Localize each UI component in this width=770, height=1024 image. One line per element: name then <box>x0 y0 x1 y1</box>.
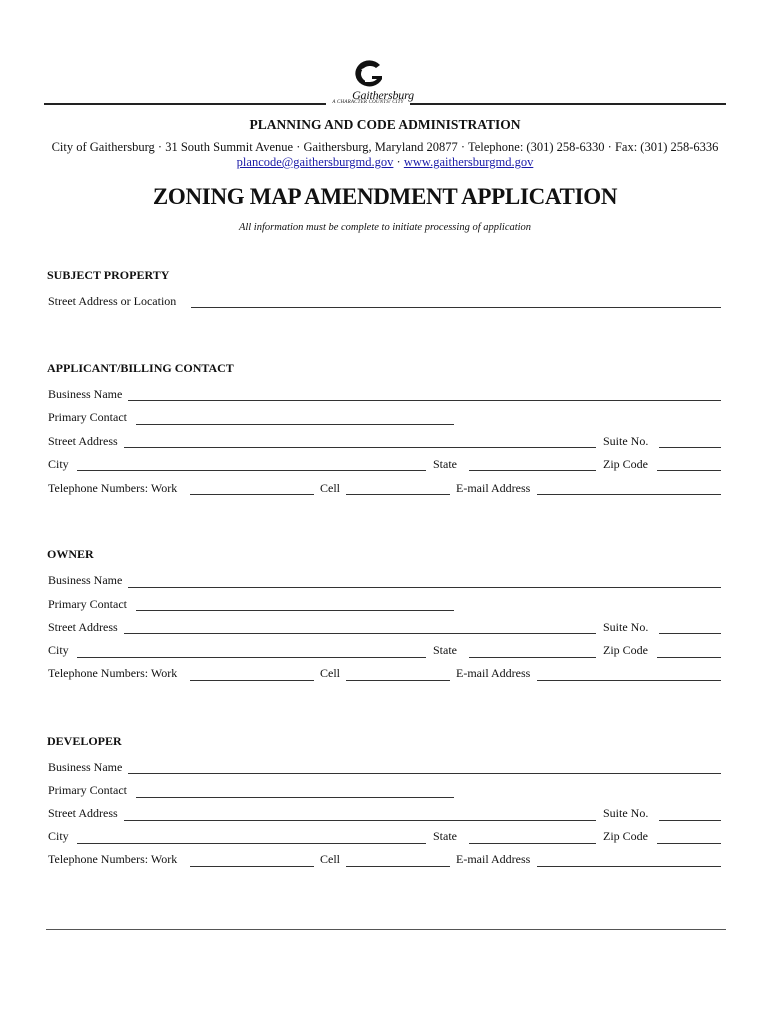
owner-contact-label: Primary Contact <box>48 597 127 611</box>
applicant-work-phone-field[interactable] <box>190 494 314 495</box>
department-title: PLANNING AND CODE ADMINISTRATION <box>249 117 521 132</box>
owner-business-field[interactable] <box>128 587 721 588</box>
developer-business-field[interactable] <box>128 773 721 774</box>
developer-suite-field[interactable] <box>659 820 721 821</box>
developer-cell-field[interactable] <box>346 866 450 867</box>
applicant-state-field[interactable] <box>469 470 596 471</box>
logo-name: Gaithersburg <box>352 88 414 102</box>
applicant-street-field[interactable] <box>124 447 596 448</box>
applicant-street-label: Street Address <box>48 434 118 448</box>
developer-contact-field[interactable] <box>136 797 454 798</box>
owner-email-label: E-mail Address <box>456 666 531 680</box>
applicant-cell-field[interactable] <box>346 494 450 495</box>
developer-state-field[interactable] <box>469 843 596 844</box>
owner-cell-field[interactable] <box>346 680 450 681</box>
developer-city-label: City <box>48 829 69 843</box>
owner-contact-field[interactable] <box>136 610 454 611</box>
applicant-email-label: E-mail Address <box>456 481 531 495</box>
owner-state-field[interactable] <box>469 657 596 658</box>
street-location-label: Street Address or Location <box>48 294 177 308</box>
link-separator: · <box>393 155 404 169</box>
applicant-zip-field[interactable] <box>657 470 721 471</box>
applicant-business-field[interactable] <box>128 400 721 401</box>
developer-contact-label: Primary Contact <box>48 783 127 797</box>
section-heading-developer: DEVELOPER <box>47 734 122 748</box>
section-heading-owner: OWNER <box>47 547 94 561</box>
owner-cell-label: Cell <box>320 666 340 680</box>
developer-suite-label: Suite No. <box>603 806 649 820</box>
applicant-contact-label: Primary Contact <box>48 410 127 424</box>
owner-email-field[interactable] <box>537 680 721 681</box>
applicant-suite-field[interactable] <box>659 447 721 448</box>
applicant-phone-label: Telephone Numbers: Work <box>48 481 178 495</box>
developer-zip-label: Zip Code <box>603 829 648 843</box>
owner-phone-label: Telephone Numbers: Work <box>48 666 178 680</box>
owner-city-field[interactable] <box>77 657 426 658</box>
owner-street-field[interactable] <box>124 633 596 634</box>
owner-work-phone-field[interactable] <box>190 680 314 681</box>
developer-email-label: E-mail Address <box>456 852 531 866</box>
applicant-zip-label: Zip Code <box>603 457 648 471</box>
owner-zip-label: Zip Code <box>603 643 648 657</box>
owner-zip-field[interactable] <box>657 657 721 658</box>
logo-tagline: A CHARACTER COUNTS! CITY <box>332 100 404 105</box>
owner-business-label: Business Name <box>48 573 123 587</box>
header-rule-right <box>410 103 726 105</box>
applicant-city-label: City <box>48 457 69 471</box>
city-logo-icon <box>352 59 386 91</box>
applicant-contact-field[interactable] <box>136 424 454 425</box>
owner-state-label: State <box>433 643 457 657</box>
section-heading-subject: SUBJECT PROPERTY <box>47 268 170 282</box>
developer-business-label: Business Name <box>48 760 123 774</box>
developer-street-field[interactable] <box>124 820 596 821</box>
letterhead <box>0 55 770 110</box>
applicant-city-field[interactable] <box>77 470 426 471</box>
owner-street-label: Street Address <box>48 620 118 634</box>
footer-rule <box>46 929 726 930</box>
applicant-business-label: Business Name <box>48 387 123 401</box>
contact-links <box>0 155 770 170</box>
developer-cell-label: Cell <box>320 852 340 866</box>
developer-state-label: State <box>433 829 457 843</box>
developer-city-field[interactable] <box>77 843 426 844</box>
contact-address: City of Gaithersburg · 31 South Summit Avenue · Gaithersburg, Maryland 20877 · Telephone: (301) 258-6330 · Fax: (301) 258-6336 <box>51 140 719 154</box>
owner-city-label: City <box>48 643 69 657</box>
section-heading-applicant: APPLICANT/BILLING CONTACT <box>47 361 234 375</box>
developer-email-field[interactable] <box>537 866 721 867</box>
website-link[interactable]: www.gaithersburgmd.gov <box>403 155 534 169</box>
applicant-email-field[interactable] <box>537 494 721 495</box>
developer-work-phone-field[interactable] <box>190 866 314 867</box>
developer-phone-label: Telephone Numbers: Work <box>48 852 178 866</box>
owner-suite-field[interactable] <box>659 633 721 634</box>
applicant-suite-label: Suite No. <box>603 434 649 448</box>
street-location-field[interactable] <box>191 307 721 308</box>
header-rule-left <box>44 103 326 105</box>
applicant-state-label: State <box>433 457 457 471</box>
applicant-cell-label: Cell <box>320 481 340 495</box>
form-subtitle: All information must be complete to initiate processing of application <box>238 222 532 233</box>
developer-street-label: Street Address <box>48 806 118 820</box>
developer-zip-field[interactable] <box>657 843 721 844</box>
form-title: ZONING MAP AMENDMENT APPLICATION <box>152 184 618 209</box>
owner-suite-label: Suite No. <box>603 620 649 634</box>
email-link[interactable]: plancode@gaithersburgmd.gov <box>236 155 394 169</box>
